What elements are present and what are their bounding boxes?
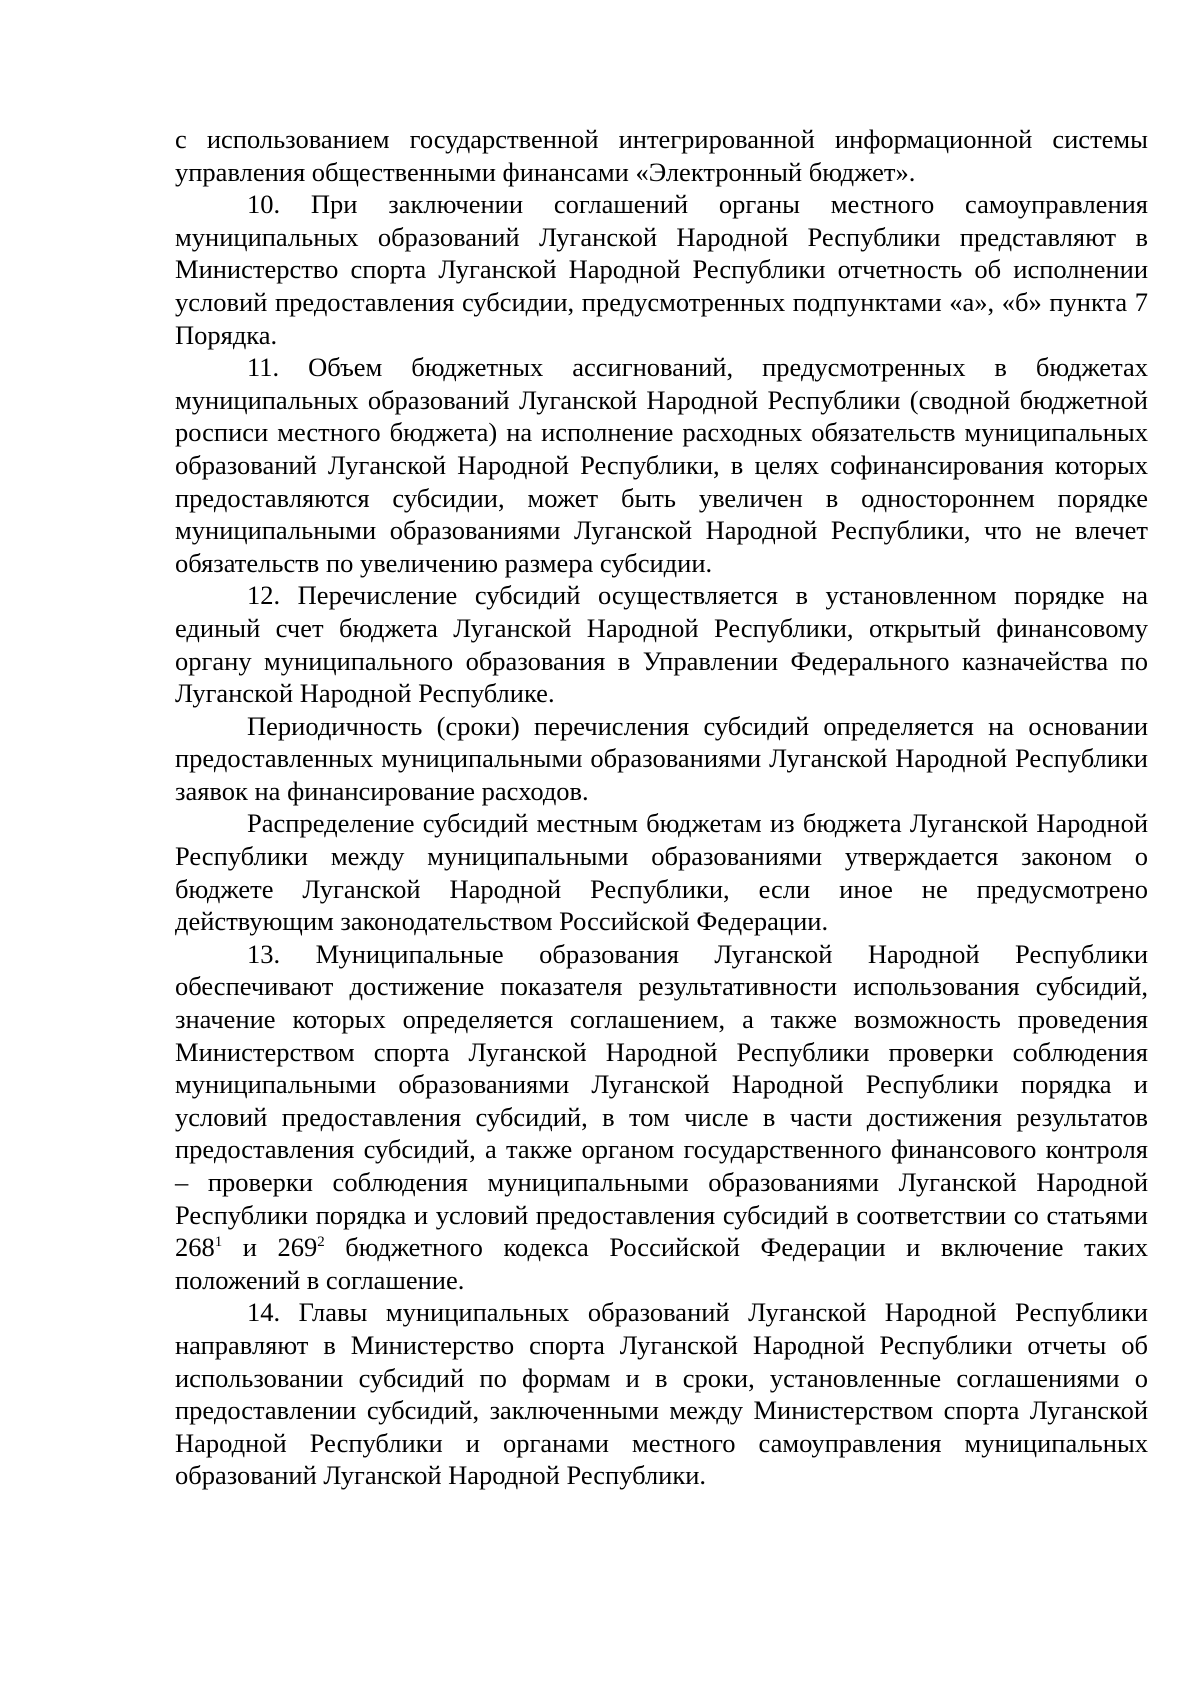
paragraph-12: 12. Перечисление субсидий осуществляется в установленном порядке на единый счет бюджета Луганской Народной Республики, открытый финансовому органу муниципального образования в Управлении Федерального казначейства по Луганской Народной Республике.: [175, 580, 1148, 709]
paragraph-10: 10. При заключении соглашений органы местного самоуправления муниципальных образований Луганской Народной Республики представляют в Министерство спорта Луганской Народной Республики отчетность об исполнении условий предоставления субсидии, предусмотренных подпунктами «а», «б» пункта 7 Порядка.: [175, 189, 1148, 350]
paragraph-13-text-part2: и 269: [222, 1232, 318, 1263]
paragraph-12-periodicity: Периодичность (сроки) перечисления субсидий определяется на основании предоставленных муниципальными образованиями Луганской Народной Республики заявок на финансирование расходов.: [175, 710, 1148, 806]
paragraph-11: 11. Объем бюджетных ассигнований, предусмотренных в бюджетах муниципальных образований Луганской Народной Республики (сводной бюджетной росписи местного бюджета) на исполнение расходных обязательств муниципальных образований Луганской Народной Республики, в целях софинансирования которых предоставляются субсидии, может быть увеличен в одностороннем порядке муниципальными образованиями Луганской Народной Республики, что не влечет обязательств по увеличению размера субсидии.: [175, 352, 1148, 578]
superscript-2: 2: [317, 1234, 325, 1251]
paragraph-12-distribution: Распределение субсидий местным бюджетам из бюджета Луганской Народной Республики между муниципальными образованиями утверждается законом о бюджете Луганской Народной Республики, если иное не предусмотрено действующим законодательством Российской Федерации.: [175, 808, 1148, 937]
paragraph-13-text-part3: бюджетного кодекса Российской Федерации и включение таких положений в соглашение.: [175, 1232, 1148, 1295]
paragraph-13-text-part1: 13. Муниципальные образования Луганской Народной Республики обеспечивают достижение показателя результативности использования субсидий, значение которых определяется соглашением, а также возможность проведения Министерством спорта Луганской Народной Республики проверки соблюдения муниципальными образованиями Луганской Народной Республики порядка и условий предоставления субсидий, в том числе в части достижения результатов предоставления субсидий, а также органом государственного финансового контроля – проверки соблюдения муниципальными образованиями Луганской Народной Республики порядка и условий предоставления субсидий в соответствии со статьями 268: [175, 938, 1148, 1263]
paragraph-14: 14. Главы муниципальных образований Луганской Народной Республики направляют в Министерство спорта Луганской Народной Республики отчеты об использовании субсидий по формам и в сроки, установленные соглашениями о предоставлении субсидий, заключенными между Министерством спорта Луганской Народной Республики и органами местного самоуправления муниципальных образований Луганской Народной Республики.: [175, 1297, 1148, 1491]
paragraph-continuation: с использованием государственной интегрированной информационной системы управления общественными финансами «Электронный бюджет».: [175, 124, 1148, 187]
paragraph-13: [175, 938, 1148, 1297]
superscript-1: 1: [214, 1234, 223, 1251]
document-page: [175, 123, 1148, 1492]
